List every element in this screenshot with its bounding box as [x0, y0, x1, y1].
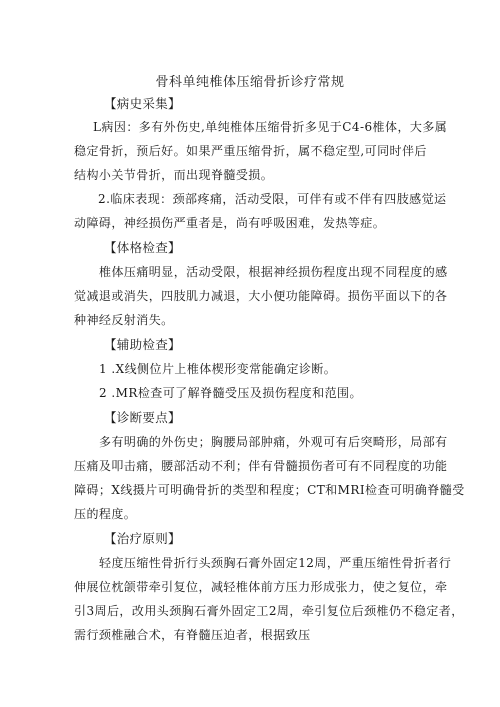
- paragraph-line: 结构小关节骨折，而出现脊髓受损。: [74, 168, 274, 182]
- paragraph-line: 伸展位枕颌带牵引复位，减轻椎体前方压力形成张力，使之复位，牵: [74, 580, 448, 594]
- document-title: 骨科单纯椎体压缩骨折诊疗常规: [155, 75, 345, 90]
- paragraph-line: 轻度压缩性骨折行头颈胸石膏外固定12周，严重压缩性骨折者行: [99, 556, 452, 570]
- section-heading-auxiliary-exam: 【辅助检查】: [104, 337, 181, 352]
- section-heading-history: 【病史采集】: [104, 96, 181, 111]
- section-heading-diagnosis: 【诊断要点】: [104, 410, 181, 425]
- paragraph-line: 引3周后，改用头颈胸石膏外固定工2周，牵引复位后颈椎仍不稳定者，: [74, 604, 464, 618]
- paragraph-line: 种神经反射消失。: [74, 313, 174, 327]
- paragraph-line: 1 .X线侧位片上椎体楔形变常能确定诊断。: [99, 362, 337, 376]
- paragraph-line: 压的程度。: [74, 507, 137, 521]
- paragraph-line: 2 .MR检查可了解脊髓受压及损伤程度和范围。: [99, 386, 362, 400]
- section-heading-physical-exam: 【体格检查】: [104, 240, 181, 255]
- paragraph-line: 椎体压痛明显，活动受限，根据神经损伤程度出现不同程度的感: [99, 265, 448, 279]
- paragraph-line: 障碍；X线摄片可明确骨折的类型和程度；CT和MRI检查可明确脊髓受: [74, 483, 465, 497]
- paragraph-line: 动障碍，神经损伤严重者是，尚有呼吸困难，发热等症。: [74, 216, 386, 230]
- paragraph-line: 压痛及叩击痛，腰部活动不利；伴有骨髓损伤者可有不同程度的功能: [74, 459, 448, 473]
- paragraph-line: 觉减退或消失，四肢肌力减退，大小便功能障碍。损伤平面以下的各: [74, 289, 448, 303]
- paragraph-line: 需行颈椎融合术，有脊髓压迫者，根据致压: [74, 628, 311, 642]
- section-heading-treatment: 【治疗原则】: [104, 531, 181, 546]
- paragraph-line: 稳定骨折，预后好。如果严重压缩骨折，属不稳定型,可同时伴后: [74, 144, 427, 158]
- paragraph-line: 多有明确的外伤史；胸腰局部肿痛，外观可有后突畸形，局部有: [99, 435, 448, 449]
- paragraph-line: 2.临床表现：颈部疼痛，活动受限，可伴有或不伴有四肢感觉运: [98, 192, 447, 206]
- paragraph-line: L病因：多有外伤史,单纯椎体压缩骨折多见于C4-6椎体，大多属: [93, 120, 448, 134]
